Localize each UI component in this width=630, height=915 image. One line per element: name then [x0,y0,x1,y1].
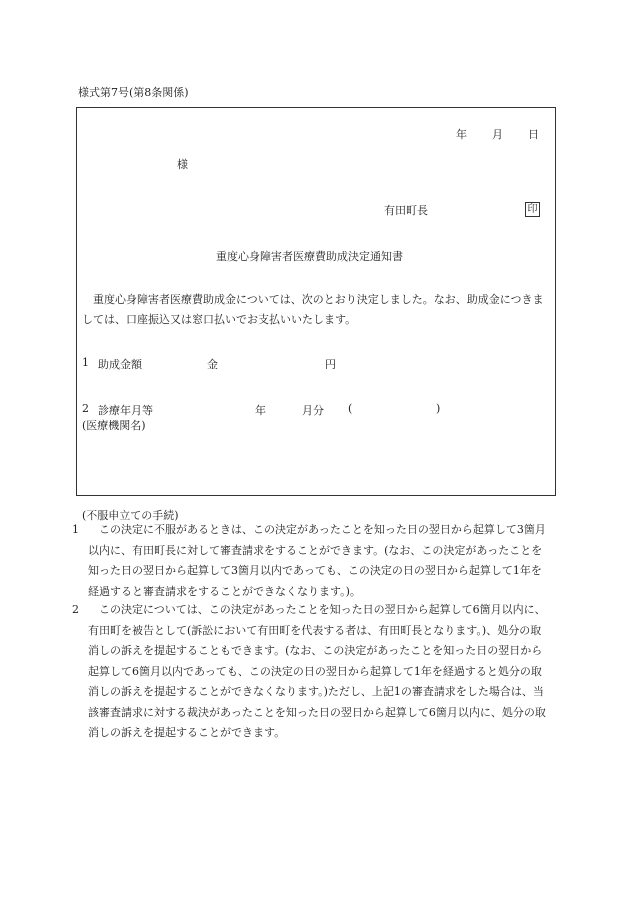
appeal-heading: (不服申立ての手続) [82,509,179,522]
appeal-note-number: 1 [72,523,79,536]
document-title: 重度心身障害者医療費助成決定通知書 [216,250,403,263]
item1-number: 1 [82,356,89,369]
form-number-label: 様式第7号(第8条関係) [78,86,189,99]
date-year-label: 年 [456,128,467,141]
item2-close-paren: ) [436,402,441,415]
item1-unit: 円 [325,358,336,371]
item2-year: 年 [255,404,266,417]
item2-label: 診療年月等 [98,404,153,417]
appeal-note-number: 2 [72,603,79,616]
appeal-note-text: この決定に不服があるときは、この決定があったことを知った日の翌日から起算して3箇月以内に、有田町長に対して審査請求をすることができます。(なお、この決定があったことを知った日の翌日から起算して3箇月以内であっても、この決定の日の翌日から起算して1年を経過すると審査請求をすることができなくなります。)。 [88,523,546,598]
item2-number: 2 [82,402,89,415]
appeal-note-text: この決定については、この決定があったことを知った日の翌日から起算して6箇月以内に、有田町を被告として(訴訟において有田町を代表する者は、有田町長となります。)、処分の取消しの訴えを提起することもできます。(なお、この決定があったことを知った日の翌日から起算して6箇月以内であっても、この決定の日の翌日から起算して1年を経過すると処分の取消しの訴えを提起することができなくなります。)ただし、上記1の審査請求をした場合は、当該審査請求に対する裁決があったことを知った日の翌日から起算して6箇月以内に、処分の取消しの訴えを提起することができます。 [88,603,546,739]
item1-label: 助成金額 [98,358,142,371]
item1-prefix: 金 [207,358,218,371]
recipient-suffix: 様 [177,158,188,171]
date-day-label: 日 [528,128,539,141]
seal-stamp: 印 [525,202,540,217]
item2-sub-label: (医療機関名) [82,419,146,432]
issuer-name: 有田町長 [384,204,428,217]
item2-month: 月分 [302,404,324,417]
date-month-label: 月 [492,128,503,141]
item2-open-paren: ( [348,402,353,415]
body-paragraph: 重度心身障害者医療費助成金については、次のとおり決定しました。なお、助成金につきましては、口座振込又は窓口払いでお支払いいたします。 [82,293,544,326]
